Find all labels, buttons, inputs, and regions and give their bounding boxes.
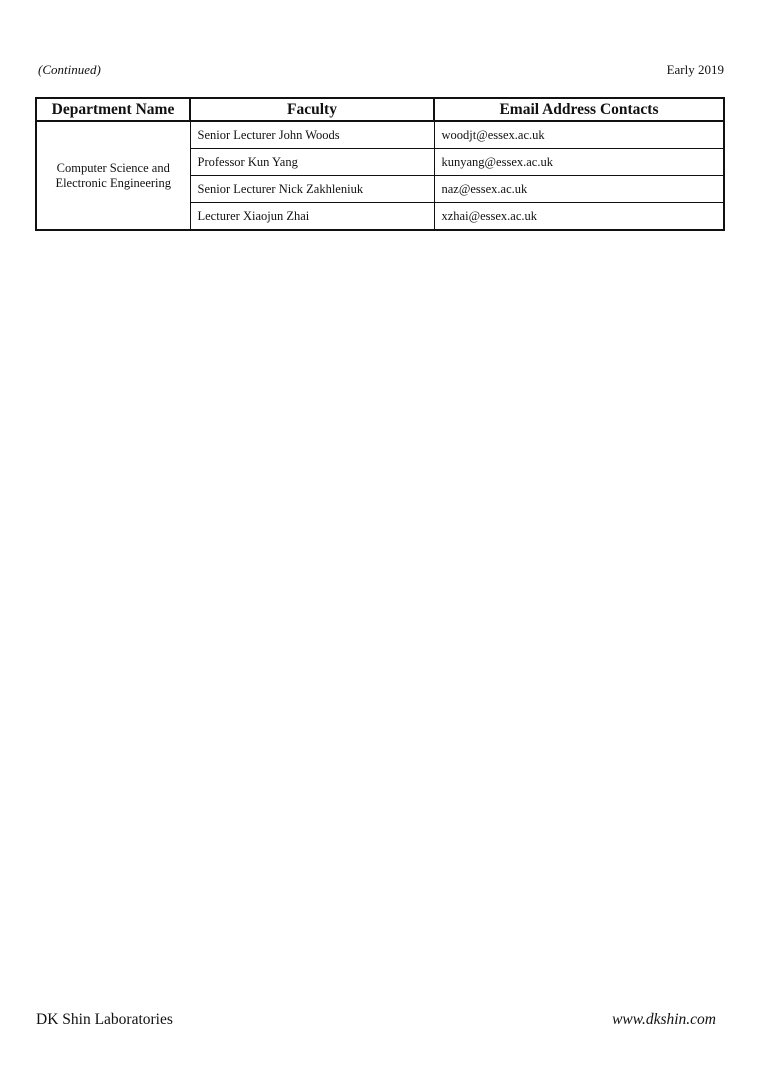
date-label: Early 2019: [666, 62, 724, 77]
email-cell: woodjt@essex.ac.uk: [434, 121, 724, 149]
email-cell: xzhai@essex.ac.uk: [434, 203, 724, 231]
table-header-row: [36, 98, 724, 121]
table-row: [36, 121, 724, 149]
faculty-cell: Senior Lecturer John Woods: [190, 121, 434, 149]
continued-label: (Continued): [38, 62, 101, 77]
faculty-cell: Professor Kun Yang: [190, 149, 434, 176]
department-name-line-1: Computer Science and: [56, 160, 170, 175]
faculty-cell: Senior Lecturer Nick Zakhleniuk: [190, 176, 434, 203]
faculty-cell: Lecturer Xiaojun Zhai: [190, 203, 434, 231]
column-header-email: Email Address Contacts: [434, 98, 724, 121]
column-header-faculty: Faculty: [190, 98, 434, 121]
publisher-name: DK Shin Laboratories: [36, 1011, 173, 1028]
column-header-department: Department Name: [36, 98, 190, 121]
email-cell: kunyang@essex.ac.uk: [434, 149, 724, 176]
website-url: www.dkshin.com: [612, 1011, 716, 1028]
department-name-line-2: Electronic Engineering: [55, 175, 172, 190]
email-cell: naz@essex.ac.uk: [434, 176, 724, 203]
department-cell: [36, 121, 190, 230]
faculty-contacts-table: [35, 97, 725, 231]
